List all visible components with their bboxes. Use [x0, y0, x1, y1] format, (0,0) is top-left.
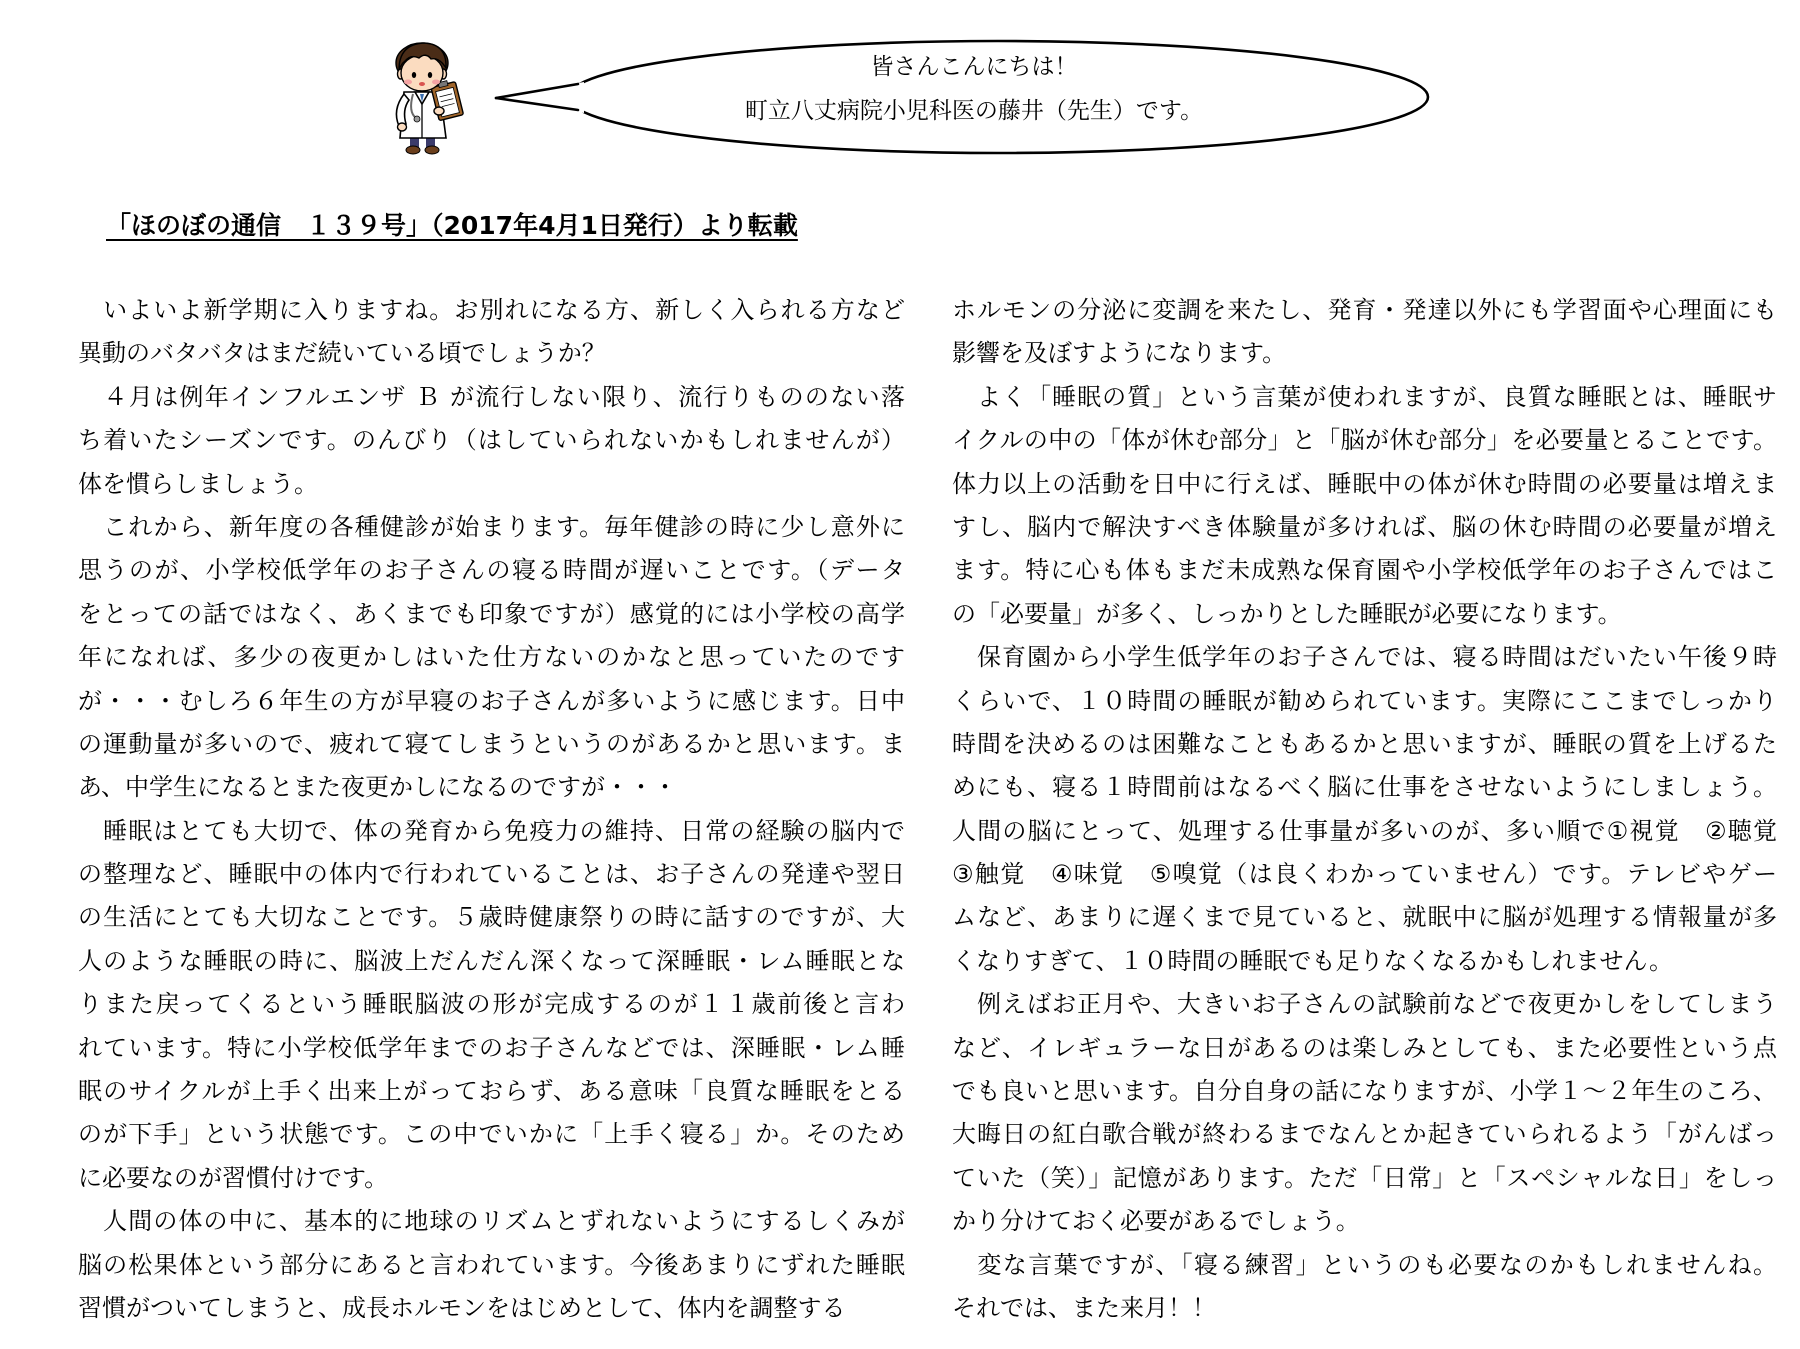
text-line: に必要なのが習慣付けです。 [78, 1163, 389, 1192]
speech-bubble-greeting: 皆さんこんにちは！ [870, 54, 1078, 80]
text-line: 例えばお正月や、大きいお子さんの試験前などで夜更かしをしてしまう [952, 990, 1777, 1019]
text-line: ４月は例年インフルエンザ Ｂ が流行しない限り、流行りもののない落 [78, 382, 905, 411]
text-line: 体を慣らしましょう。 [78, 469, 318, 498]
text-line: 人間の体の中に、基本的に地球のリズムとずれないようにするしくみが [78, 1207, 905, 1236]
text-line: 異動のバタバタはまだ続いている頃でしょうか？ [78, 339, 606, 368]
text-line: 体力以上の活動を日中に行えば、睡眠中の体が休む時間の必要量は増えま [952, 469, 1777, 498]
text-line: の「必要量」が多く、しっかりとした睡眠が必要になります。 [952, 599, 1622, 628]
text-line: ち着いたシーズンです。のんびり（はしていられないかもしれませんが） [78, 426, 905, 455]
text-line: くらいで、１０時間の睡眠が勧められています。実際にここまでしっかり [952, 686, 1777, 715]
text-line: りまた戻ってくるという睡眠脳波の形が完成するのが１１歳前後と言わ [78, 990, 905, 1019]
text-line: をとっての話ではなく、あくまでも印象ですが）感覚的には小学校の高学 [78, 599, 905, 628]
text-line: の生活にとても大切なことです。５歳時健康祭りの時に話すのですが、大 [78, 903, 905, 932]
text-line: 大晦日の紅白歌合戦が終わるまでなんとか起きていられるよう「がんばっ [952, 1120, 1777, 1149]
text-line: かり分けておく必要があるでしょう。 [952, 1207, 1360, 1236]
text-line: ③触覚 ④味覚 ⑤嗅覚（は良くわかっていません）です。テレビやゲー [952, 860, 1777, 889]
speech-bubble-introduction: 町立八丈病院小児科医の藤井（先生）です。 [744, 98, 1204, 124]
text-line: 年になれば、多少の夜更かしはいた仕方ないのかなと思っていたのです [78, 643, 905, 672]
article-column-left [78, 289, 905, 1334]
text-line: すし、脳内で解決すべき体験量が多ければ、脳の休む時間の必要量が増え [952, 512, 1777, 541]
text-line: 習慣がついてしまうと、成長ホルモンをはじめとして、体内を調整する [78, 1293, 846, 1322]
text-line: それでは、また来月！！ [952, 1293, 1216, 1322]
text-line: よく「睡眠の質」という言葉が使われますが、良質な睡眠とは、睡眠サ [952, 382, 1777, 411]
text-line: でも良いと思います。自分自身の話になりますが、小学１～２年生のころ、 [952, 1077, 1777, 1106]
text-line: ます。特に心も体もまだ未成熟な保育園や小学校低学年のお子さんではこ [952, 556, 1777, 585]
text-line: ムなど、あまりに遅くまで見ていると、就眠中に脳が処理する情報量が多 [952, 903, 1777, 932]
text-line: いよいよ新学期に入りますね。お別れになる方、新しく入られる方など [78, 296, 905, 324]
text-line: が・・・むしろ６年生の方が早寝のお子さんが多いように感じます。日中 [78, 686, 905, 715]
page-heading: 「ほのぼの通信 １３９号」（2017年4月1日発行）より転載 [106, 211, 798, 240]
text-line: イクルの中の「体が休む部分」と「脳が休む部分」を必要量とることです。 [952, 426, 1777, 455]
text-line: くなりすぎて、１０時間の睡眠でも足りなくなるかもしれません。 [952, 946, 1673, 975]
text-line: あ、中学生になるとまた夜更かしになるのですが・・・ [78, 773, 678, 802]
text-line: 脳の松果体という部分にあると言われています。今後あまりにずれた睡眠 [78, 1250, 905, 1279]
speech-bubble [0, 0, 1800, 180]
text-line: めにも、寝る１時間前はなるべく脳に仕事をさせないようにしましょう。 [952, 773, 1777, 802]
text-line: 時間を決めるのは困難なこともあるかと思いますが、睡眠の質を上げるた [952, 729, 1777, 758]
text-line: ていた（笑）」記憶があります。ただ「日常」と「スペシャルな日」をしっ [952, 1163, 1777, 1192]
article-column-right [952, 289, 1777, 1334]
text-line: 保育園から小学生低学年のお子さんでは、寝る時間はだいたい午後９時 [952, 643, 1777, 672]
text-line: のが下手」という状態です。この中でいかに「上手く寝る」か。そのため [78, 1120, 905, 1149]
text-line: れています。特に小学校低学年までのお子さんなどでは、深睡眠・レム睡 [78, 1033, 905, 1062]
text-line: ホルモンの分泌に変調を来たし、発育・発達以外にも学習面や心理面にも [952, 296, 1777, 324]
text-line: これから、新年度の各種健診が始まります。毎年健診の時に少し意外に [78, 512, 905, 541]
text-line: 影響を及ぼすようになります。 [952, 339, 1287, 368]
text-line: 睡眠はとても大切で、体の発育から免疫力の維持、日常の経験の脳内で [78, 816, 905, 845]
text-line: 人間の脳にとって、処理する仕事量が多いのが、多い順で①視覚 ②聴覚 [952, 816, 1777, 845]
text-line: 人のような睡眠の時に、脳波上だんだん深くなって深睡眠・レム睡眠とな [78, 946, 905, 975]
text-line: の整理など、睡眠中の体内で行われていることは、お子さんの発達や翌日 [78, 860, 905, 889]
text-line: など、イレギュラーな日があるのは楽しみとしても、また必要性という点 [952, 1033, 1777, 1062]
text-line: の運動量が多いので、疲れて寝てしまうというのがあるかと思います。ま [78, 729, 905, 758]
text-line: 眠のサイクルが上手く出来上がっておらず、ある意味「良質な睡眠をとる [78, 1077, 905, 1106]
text-line: 思うのが、小学校低学年のお子さんの寝る時間が遅いことです。（データ [78, 556, 905, 585]
text-line: 変な言葉ですが、「寝る練習」というのも必要なのかもしれませんね。 [952, 1250, 1777, 1279]
